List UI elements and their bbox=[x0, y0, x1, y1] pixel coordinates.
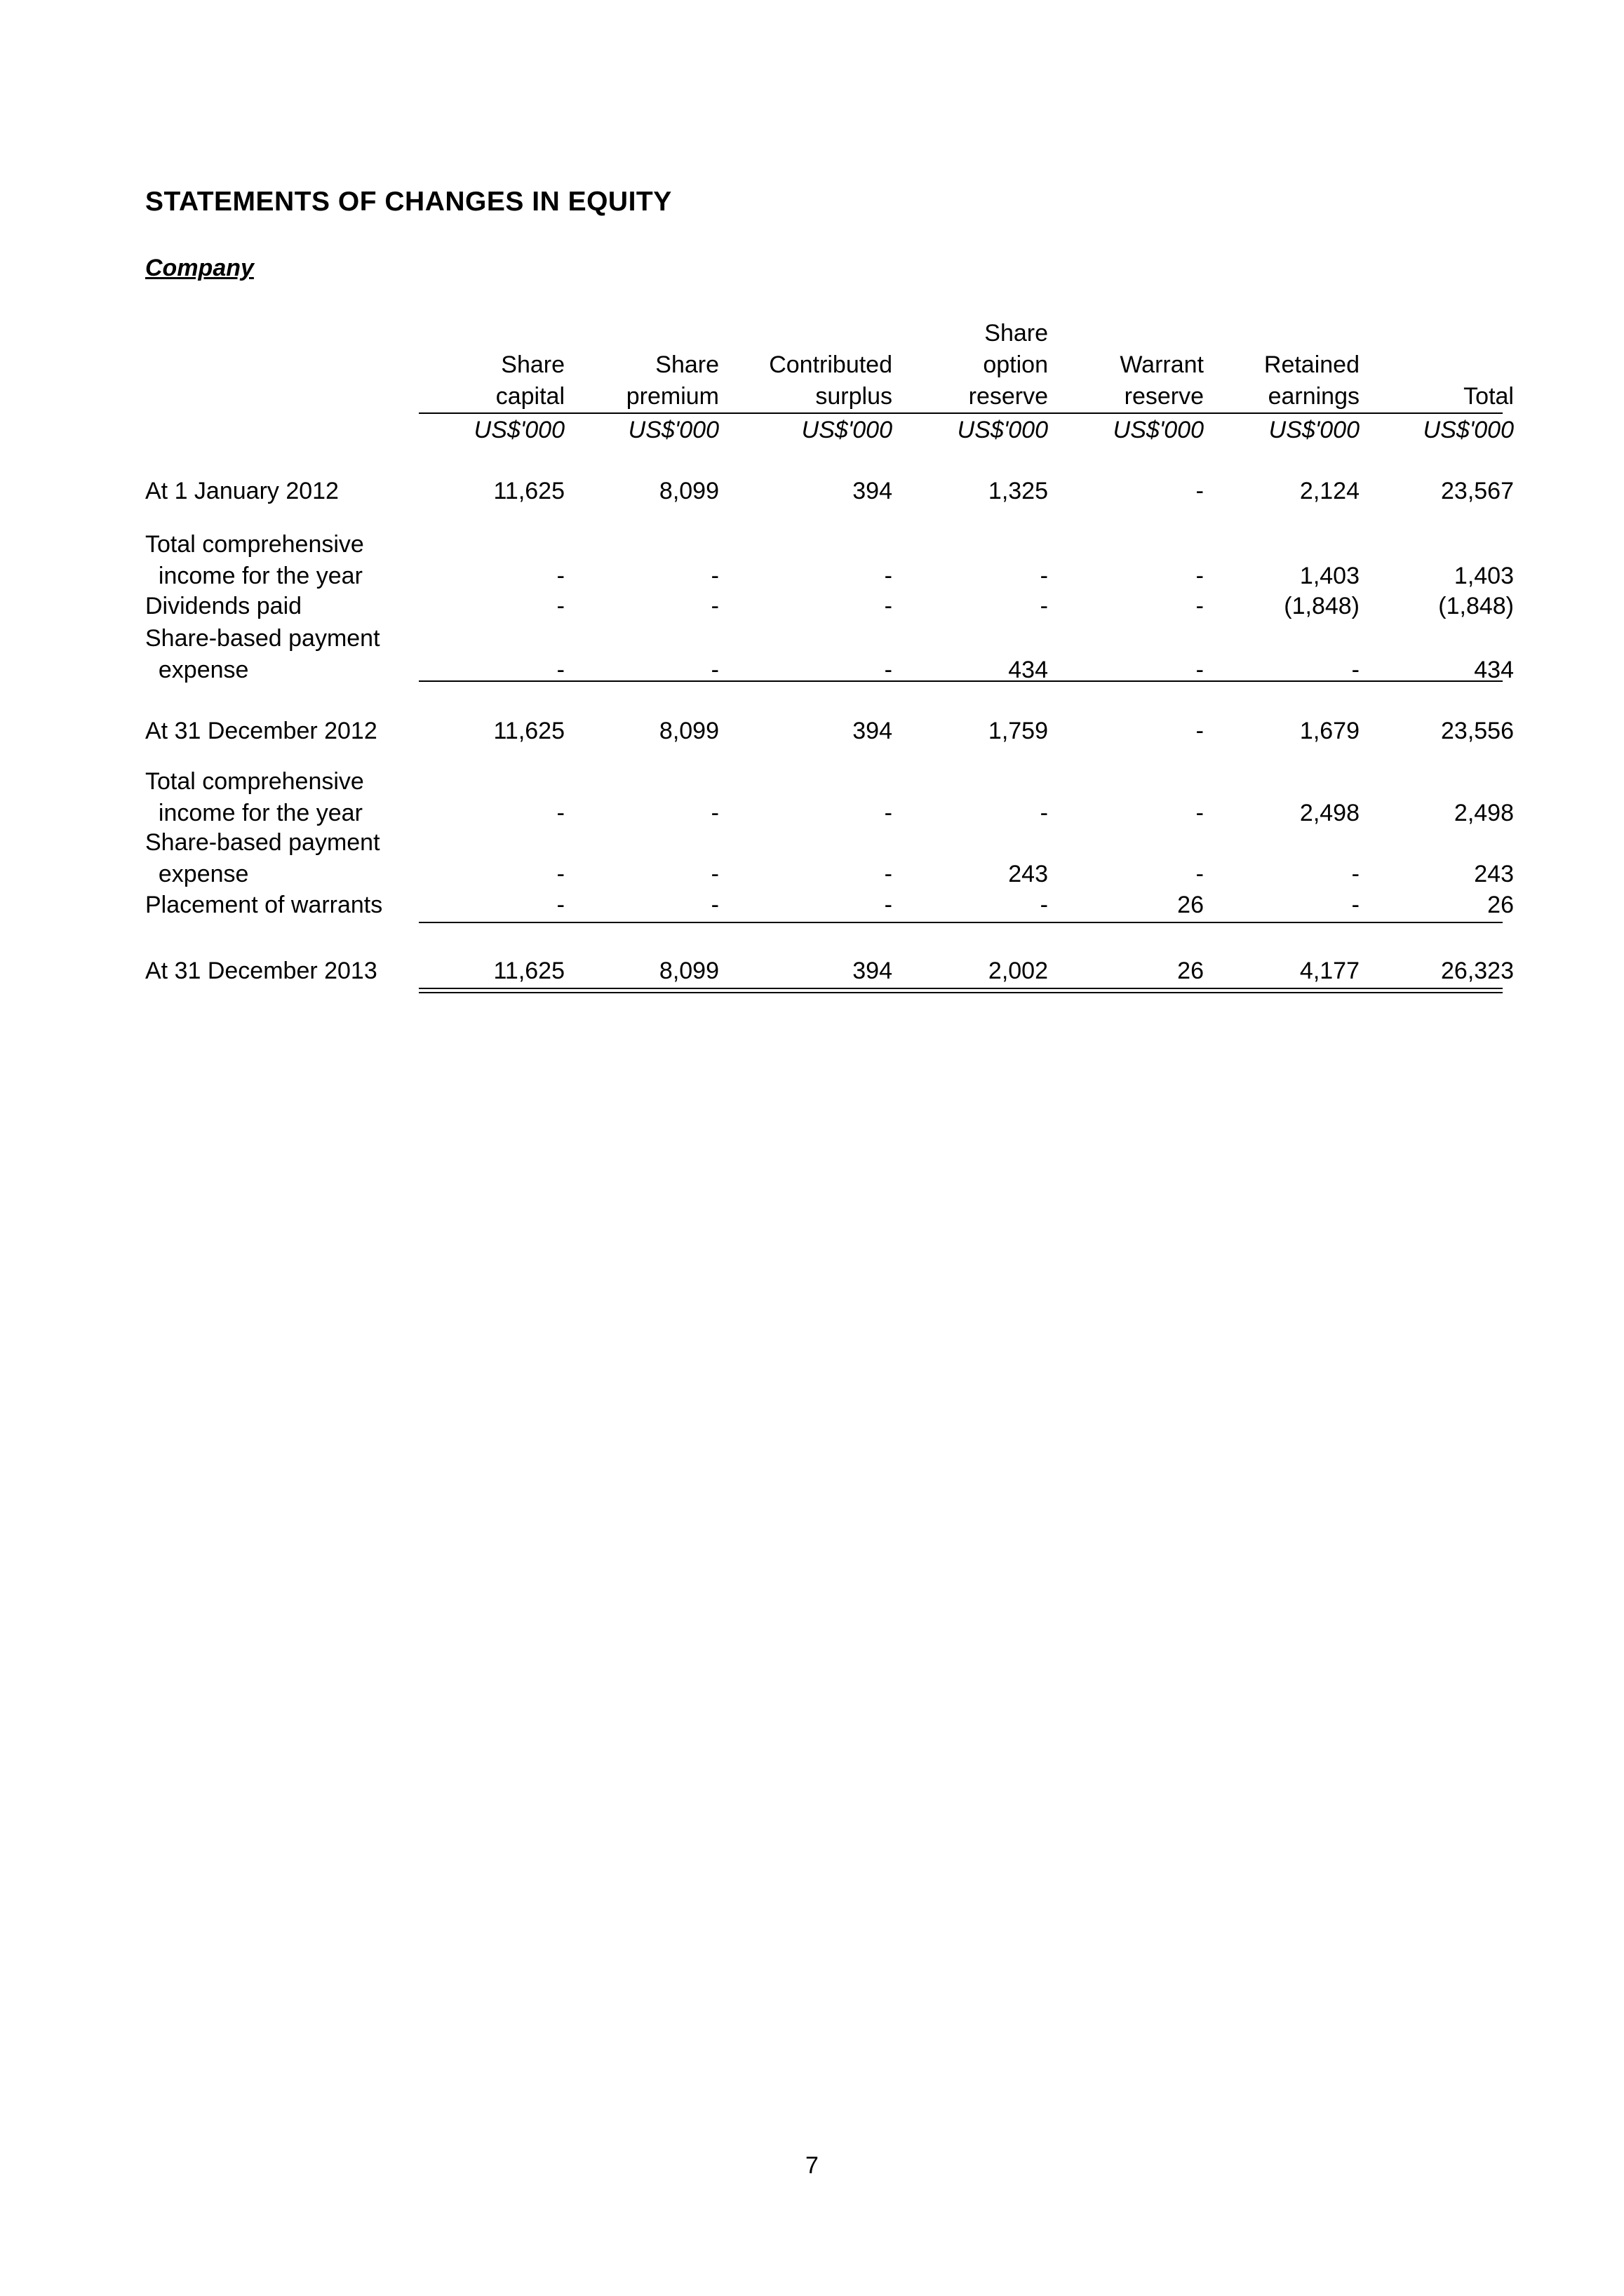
column-unit: US$'000 bbox=[1423, 417, 1514, 443]
table-cell: (1,848) bbox=[1438, 593, 1514, 619]
table-cell: - bbox=[884, 800, 892, 826]
table-cell: 23,567 bbox=[1441, 478, 1514, 504]
table-cell: - bbox=[556, 800, 565, 826]
row-label: income for the year bbox=[145, 800, 363, 826]
column-header-line: Total bbox=[1463, 383, 1514, 410]
row-label: Dividends paid bbox=[145, 593, 302, 619]
column-header-line: earnings bbox=[1268, 383, 1360, 410]
table-cell: 26 bbox=[1177, 892, 1204, 918]
table-cell: 394 bbox=[852, 958, 892, 984]
table-cell: - bbox=[1195, 478, 1204, 504]
table-cell: 1,679 bbox=[1299, 718, 1360, 744]
table-cell: 11,625 bbox=[493, 718, 565, 744]
row-label: income for the year bbox=[145, 563, 363, 589]
table-cell: - bbox=[1040, 892, 1048, 918]
column-header-line: Contributed bbox=[769, 351, 892, 378]
column-unit: US$'000 bbox=[628, 417, 719, 443]
table-cell: - bbox=[1351, 657, 1360, 683]
column-header-line: surplus bbox=[815, 383, 892, 410]
table-cell: - bbox=[1195, 800, 1204, 826]
table-cell: 434 bbox=[1008, 657, 1048, 683]
table-cell: - bbox=[1195, 593, 1204, 619]
row-label: expense bbox=[145, 657, 249, 683]
table-cell: 26 bbox=[1177, 958, 1204, 984]
column-header-line: reserve bbox=[1124, 383, 1204, 410]
header-rule bbox=[419, 412, 1503, 414]
table-cell: - bbox=[884, 892, 892, 918]
row-label: Share-based payment bbox=[145, 829, 380, 856]
column-header-line: premium bbox=[626, 383, 719, 410]
table-cell: - bbox=[711, 593, 719, 619]
table-cell: - bbox=[556, 593, 565, 619]
table-cell: (1,848) bbox=[1284, 593, 1360, 619]
table-cell: - bbox=[711, 800, 719, 826]
table-cell: 26,323 bbox=[1441, 958, 1514, 984]
table-cell: - bbox=[556, 657, 565, 683]
table-cell: - bbox=[1040, 593, 1048, 619]
column-header-line: Share bbox=[984, 320, 1048, 347]
table-cell: 26 bbox=[1487, 892, 1514, 918]
column-header-line: Retained bbox=[1263, 351, 1360, 378]
column-header-line: Share bbox=[501, 351, 565, 378]
total-double-rule-bottom bbox=[419, 992, 1503, 993]
column-header-line: Warrant bbox=[1120, 351, 1204, 378]
table-cell: - bbox=[1195, 718, 1204, 744]
column-unit: US$'000 bbox=[957, 417, 1048, 443]
row-label: At 31 December 2013 bbox=[145, 958, 377, 984]
section-subtitle: Company bbox=[145, 255, 254, 281]
table-cell: 243 bbox=[1474, 861, 1514, 887]
table-cell: - bbox=[1195, 657, 1204, 683]
table-cell: 243 bbox=[1008, 861, 1048, 887]
page-number: 7 bbox=[805, 2152, 819, 2179]
column-header-line: capital bbox=[495, 383, 565, 410]
table-cell: - bbox=[884, 861, 892, 887]
table-cell: 2,498 bbox=[1454, 800, 1514, 826]
table-cell: - bbox=[884, 563, 892, 589]
table-cell: 2,002 bbox=[988, 958, 1048, 984]
table-cell: 23,556 bbox=[1441, 718, 1514, 744]
table-cell: - bbox=[1040, 563, 1048, 589]
table-cell: - bbox=[556, 861, 565, 887]
table-cell: - bbox=[1195, 861, 1204, 887]
table-cell: 2,124 bbox=[1299, 478, 1360, 504]
table-cell: - bbox=[711, 657, 719, 683]
table-cell: 1,403 bbox=[1454, 563, 1514, 589]
column-unit: US$'000 bbox=[1268, 417, 1360, 443]
row-label: At 31 December 2012 bbox=[145, 718, 377, 744]
table-cell: - bbox=[556, 892, 565, 918]
row-label: Total comprehensive bbox=[145, 768, 364, 795]
column-header-line: option bbox=[983, 351, 1048, 378]
table-cell: - bbox=[711, 892, 719, 918]
table-cell: - bbox=[1195, 563, 1204, 589]
row-label: Share-based payment bbox=[145, 625, 380, 652]
table-cell: - bbox=[711, 563, 719, 589]
table-cell: - bbox=[711, 861, 719, 887]
table-cell: 8,099 bbox=[659, 478, 719, 504]
page-title: STATEMENTS OF CHANGES IN EQUITY bbox=[145, 187, 672, 217]
row-label: expense bbox=[145, 861, 249, 887]
table-cell: - bbox=[884, 657, 892, 683]
row-label: At 1 January 2012 bbox=[145, 478, 339, 504]
table-cell: 1,325 bbox=[988, 478, 1048, 504]
table-cell: - bbox=[1351, 861, 1360, 887]
table-cell: 11,625 bbox=[493, 958, 565, 984]
column-unit: US$'000 bbox=[474, 417, 565, 443]
table-cell: - bbox=[556, 563, 565, 589]
table-cell: 434 bbox=[1474, 657, 1514, 683]
table-cell: 1,403 bbox=[1299, 563, 1360, 589]
table-cell: - bbox=[1040, 800, 1048, 826]
column-header-line: reserve bbox=[968, 383, 1048, 410]
table-cell: - bbox=[1351, 892, 1360, 918]
column-unit: US$'000 bbox=[801, 417, 892, 443]
total-double-rule-top bbox=[419, 988, 1503, 989]
column-header-line: Share bbox=[655, 351, 719, 378]
table-cell: 1,759 bbox=[988, 718, 1048, 744]
table-cell: 11,625 bbox=[493, 478, 565, 504]
table-cell: 394 bbox=[852, 478, 892, 504]
table-cell: 394 bbox=[852, 718, 892, 744]
table-cell: 2,498 bbox=[1299, 800, 1360, 826]
table-cell: - bbox=[884, 593, 892, 619]
subtotal-rule-2013 bbox=[419, 922, 1503, 923]
row-label: Placement of warrants bbox=[145, 892, 383, 918]
row-label: Total comprehensive bbox=[145, 531, 364, 558]
table-cell: 4,177 bbox=[1299, 958, 1360, 984]
column-unit: US$'000 bbox=[1113, 417, 1204, 443]
table-cell: 8,099 bbox=[659, 958, 719, 984]
table-cell: 8,099 bbox=[659, 718, 719, 744]
